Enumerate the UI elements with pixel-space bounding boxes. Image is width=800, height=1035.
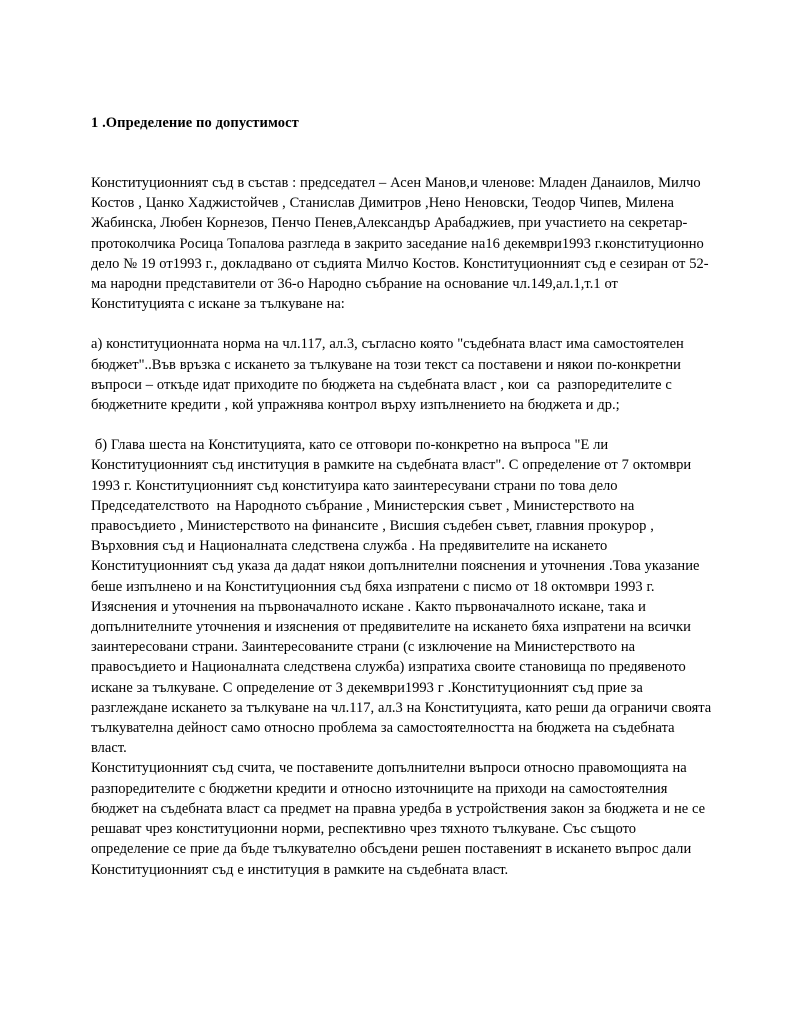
page-title: 1 .Определение по допустимост — [91, 115, 299, 131]
document-body — [91, 113, 716, 880]
paragraph-item-b-continued: Конституционният съд счита, че поставените допълнителни въпроси относно правомощията на разпоредителите с бюджетни кредити и относно източниците на приходи на самостоятелния бюджет на съдебната власт са предмет на правна уредба в устройствения закон за бюджета и не се решават чрез конституционни норми, респективно чрез тяхното тълкуване. Със същото определение се прие да бъде тълкувателно обсъдени решен поставеният в искането въпрос дали Конституционният съд е институция в рамките на съдебната власт. — [91, 760, 710, 878]
paragraph-item-b: б) Глава шеста на Конституцията, като се отговори по-конкретно на въпроса "Е ли Конституционният съд институция в рамките на съдебната власт". С определение от 7 октомври 1993 г. Конституционният съд конституира като заинтересувани страни по това дело Председателството на Народното събрание , Министерския съвет , Министерството на правосъдието , Министерството на финансите , Висшия съдебен съвет, главния прокурор , Върховния съд и Националната следствена служба . На предявителите на искането Конституционният съд указа да дадат някои допълнителни пояснения и уточнения .Това указание беше изпълнено и на Конституционния съд бяха изпратени с писмо от 18 октомври 1993 г. Изяснения и уточнения на първоначалното искане . Както първоначалното искане, така и допълнителните уточнения и изяснения от предявителите на искането бяха изпратени на всички заинтересовани страни. Заинтересованите страни (с изключение на Министерството на правосъдието и Националната следствена служба) изпратиха своите становища по предявеното искане за тълкуване. С определение от 3 декември1993 г .Конституционният съд прие за разглеждане искането за тълкуване на чл.117, ал.3 на Конституцията, като реши да ограничи своята тълкувателна дейност само относно проблема за самостоятелността на бюджета на съдебната власт. — [91, 437, 716, 757]
paragraph-item-a: а) конституционната норма на чл.117, ал.3, съгласно която "съдебната власт има самостоятелен бюджет"..Във връзка с искането за тълкуване на този текст са поставени и някои по-конкретни въпроси – откъде идат приходите по бюджета на съдебната власт , кои са разпоредителите с бюджетните кредити , кой упражнява контрол върху изпълнението на бюджета и др.; — [91, 336, 688, 414]
title-spacer — [91, 133, 713, 173]
paragraph-intro: Конституционният съд в състав : председател – Асен Манов,и членове: Младен Данаилов, Милчо Костов , Цанко Хаджистойчев , Станислав Димитров ,Нено Неновски, Теодор Чипев, Милена Жабинска, Любен Корнезов, Пенчо Пенев,Александър Арабаджиев, при участието на секретар-протоколчика Росица Топалова разгледа в закрито заседание на16 декември1993 г.конституционно дело № 19 от1993 г., докладвано от съдията Милчо Костов. Конституционният съд е сезиран от 52-ма народни представители от 36-о Народно събрание на основание чл.149,ал.1,т.1 от Конституцията с искане за тълкуване на: — [91, 175, 709, 313]
